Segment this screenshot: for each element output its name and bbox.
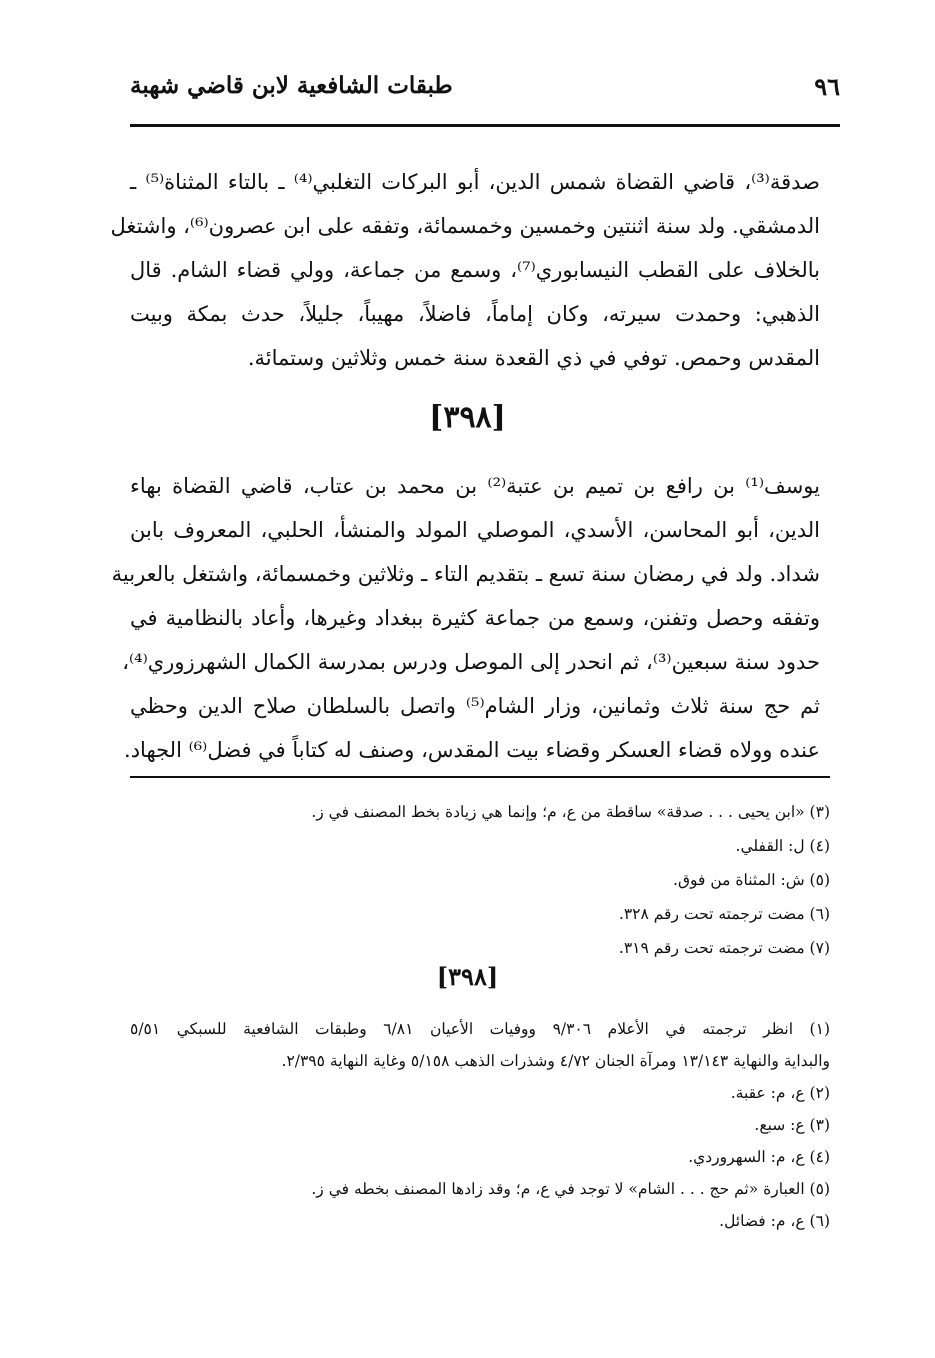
footnotes-previous-entry <box>130 795 830 965</box>
text-line: ثم حج سنة ثلاث وثمانين، وزار الشام⁽⁵⁾ واتصل بالسلطان صلاح الدين وحظي <box>130 694 821 718</box>
footnote: (٥) العبارة «ثم حج . . . الشام» لا توجد في ع، م؛ وقد زادها المصنف بخطه في ز. <box>311 1180 830 1198</box>
text-line: عنده وولاه قضاء العسكر وقضاء بيت المقدس، وصنف له كتاباً في فضل⁽⁶⁾ الجهاد. <box>124 738 820 762</box>
footnotes-current-entry <box>130 1013 830 1237</box>
footnote: (٤) ل: القفلي. <box>735 837 830 855</box>
text-line: صدقة⁽³⁾، قاضي القضاة شمس الدين، أبو البركات التغلبي⁽⁴⁾ ـ بالتاء المثناة⁽⁵⁾ ـ <box>130 170 820 194</box>
running-header <box>130 72 840 112</box>
text-line: بالخلاف على القطب النيسابوري⁽⁷⁾، وسمع من جماعة، وولي قضاء الشام. قال <box>130 258 820 282</box>
page-number: ٩٦ <box>814 72 840 101</box>
footnote: (٦) ع، م: فضائل. <box>719 1212 830 1230</box>
footnote-continuation: والبداية والنهاية ١٣/١٤٣ ومرآة الجنان ٤/٧٢ وشذرات الذهب ٥/١٥٨ وغاية النهاية ٢/٣٩٥. <box>281 1052 830 1070</box>
footnote: (١) انظر ترجمته في الأعلام ٩/٣٠٦ ووفيات الأعيان ٦/٨١ وطبقات الشافعية للسبكي ٥/٥١ <box>130 1020 830 1038</box>
text-line: الدين، أبو المحاسن، الأسدي، الموصلي المولد والمنشأ، الحلبي، المعروف بابن <box>130 518 820 542</box>
text-line: المقدس وحمص. توفي في ذي القعدة سنة خمس وثلاثين وستمائة. <box>247 346 820 370</box>
footnote: (٣) «ابن يحيى . . . صدقة» ساقطة من ع، م؛ وإنما هي زيادة بخط المصنف في ز. <box>311 803 830 821</box>
footnote: (٦) مضت ترجمته تحت رقم ٣٢٨. <box>618 905 830 923</box>
biography-paragraph <box>111 464 821 772</box>
footnote-separator <box>130 776 830 778</box>
header-rule <box>130 124 840 127</box>
text-line: وتفقه وحصل وتفنن، وسمع من جماعة كثيرة ببغداد وغيرها، وأعاد بالنظامية في <box>130 606 820 630</box>
entry-number-heading: [٣٩٨] <box>429 400 506 435</box>
footnote: (٤) ع، م: السهروردي. <box>688 1148 830 1166</box>
text-line: الدمشقي. ولد سنة اثنتين وخمسين وخمسمائة، وتفقه على ابن عصرون⁽⁶⁾، واشتغل <box>110 214 820 238</box>
paragraph-continuation <box>110 160 821 380</box>
text-line: يوسف⁽¹⁾ بن رافع بن تميم بن عتبة⁽²⁾ بن محمد بن عتاب، قاضي القضاة بهاء <box>130 474 820 498</box>
footnote: (٣) ع: سبع. <box>754 1116 830 1134</box>
text-line: الذهبي: وحمدت سيرته، وكان إماماً، فاضلاً، مهيباً، جليلاً، حدث بمكة وبيت <box>130 302 821 326</box>
text-line: شداد. ولد في رمضان سنة تسع ـ بتقديم التاء ـ وثلاثين وخمسمائة، واشتغل بالعربية <box>111 562 820 586</box>
footnote: (٧) مضت ترجمته تحت رقم ٣١٩. <box>618 939 830 957</box>
text-line: حدود سنة سبعين⁽³⁾، ثم انحدر إلى الموصل ودرس بمدرسة الكمال الشهرزوري⁽⁴⁾، <box>122 650 820 674</box>
footnote: (٢) ع، م: عقبة. <box>730 1084 830 1102</box>
footnote-entry-heading: [٣٩٨] <box>436 962 499 991</box>
footnote: (٥) ش: المثناة من فوق. <box>673 871 830 889</box>
book-title: طبقات الشافعية لابن قاضي شهبة <box>130 72 453 99</box>
